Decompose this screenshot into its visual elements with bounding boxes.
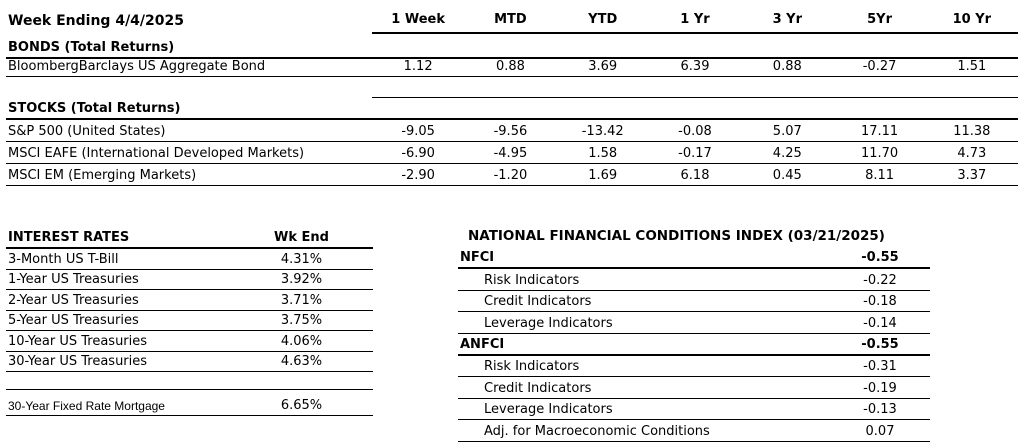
row-value: -0.19 — [863, 380, 897, 396]
row-value: 4.63% — [280, 354, 323, 369]
bonds-section-header — [6, 34, 1018, 59]
bonds-section-label: BONDS (Total Returns) — [8, 40, 175, 55]
spacer-cell — [6, 96, 372, 98]
row-label: 30-Year US Treasuries — [8, 354, 148, 369]
stocks-section-header — [6, 98, 1018, 120]
row-label: 10-Year US Treasuries — [8, 333, 148, 349]
row-value: -0.22 — [863, 272, 897, 288]
returns-header-row — [6, 5, 1018, 34]
row-label: 30-Year Fixed Rate Mortgage — [8, 399, 165, 413]
column-header-ytd: YTD — [557, 12, 649, 34]
table-row-anfci-credit — [458, 377, 930, 399]
row-value: 4.06% — [280, 333, 323, 349]
table-row-anfci-risk — [458, 356, 930, 378]
value-5yr: -0.27 — [862, 59, 897, 74]
row-value: 3.75% — [280, 313, 323, 328]
row-value: 4.31% — [280, 251, 323, 267]
report-title: Week Ending 4/4/2025 — [8, 13, 185, 29]
value-ytd: 1.69 — [588, 168, 618, 183]
table-row-bloomberg-agg — [6, 59, 1018, 77]
table-row-nfci-leverage — [458, 312, 930, 334]
column-header-3yr: 3 Yr — [741, 12, 833, 34]
value-1week: -2.90 — [401, 168, 435, 183]
value-1yr: -0.17 — [678, 146, 712, 161]
table-row-nfci-risk — [458, 269, 930, 291]
row-label: MSCI EAFE (International Developed Markets) — [8, 146, 305, 161]
row-label: Adj. for Macroeconomic Conditions — [484, 423, 710, 439]
spacer-rule — [372, 77, 1018, 98]
table-row-1yr-treasury — [6, 270, 373, 291]
table-row-anfci — [458, 334, 930, 356]
value-10yr: 3.37 — [957, 168, 987, 183]
value-ytd: 1.58 — [588, 146, 618, 161]
row-label: Credit Indicators — [484, 380, 592, 396]
row-value: -0.55 — [861, 250, 899, 265]
row-label: MSCI EM (Emerging Markets) — [8, 168, 197, 183]
row-label: Risk Indicators — [484, 359, 580, 374]
row-value: 6.65% — [280, 398, 323, 413]
row-label: Leverage Indicators — [484, 402, 613, 417]
row-label: S&P 500 (United States) — [8, 124, 166, 139]
row-label: BloombergBarclays US Aggregate Bond — [8, 59, 266, 74]
row-label: Credit Indicators — [484, 294, 592, 309]
row-label: 3-Month US T-Bill — [8, 251, 119, 267]
value-mtd: 0.88 — [495, 59, 525, 74]
row-value: -0.55 — [861, 336, 899, 352]
row-label: NFCI — [460, 250, 495, 265]
value-1week: 1.12 — [403, 59, 433, 74]
spacer-cell — [6, 387, 230, 389]
value-ytd: 3.69 — [588, 59, 618, 74]
row-value: -0.14 — [863, 315, 897, 331]
row-label: 1-Year US Treasuries — [8, 272, 139, 287]
value-3yr: 4.25 — [772, 146, 802, 161]
row-value: -0.18 — [863, 294, 897, 309]
value-3yr: 0.88 — [772, 59, 802, 74]
row-value: -0.31 — [863, 359, 897, 374]
value-3yr: 0.45 — [772, 168, 802, 183]
value-mtd: -4.95 — [493, 146, 528, 161]
value-1week: -6.90 — [401, 146, 435, 161]
table-row-2yr-treasury — [6, 290, 373, 311]
table-row-anfci-macro-adj — [458, 420, 930, 442]
value-10yr: 4.73 — [957, 146, 987, 161]
value-1yr: 6.39 — [680, 59, 710, 74]
table-row-msci-eafe — [6, 142, 1018, 164]
table-row-30yr-treasury — [6, 352, 373, 373]
row-value: 0.07 — [865, 423, 895, 439]
table-row-3mo-tbill — [6, 249, 373, 270]
nfci-title: NATIONAL FINANCIAL CONDITIONS INDEX (03/21/2025) — [468, 228, 885, 244]
column-header-10yr: 10 Yr — [926, 12, 1018, 34]
table-row-nfci — [458, 247, 930, 269]
row-label: 5-Year US Treasuries — [8, 313, 139, 328]
value-5yr: 11.70 — [860, 146, 899, 161]
row-label: ANFCI — [460, 336, 505, 352]
wk-end-column-header: Wk End — [274, 230, 329, 245]
value-5yr: 17.11 — [860, 124, 899, 139]
row-label: 2-Year US Treasuries — [8, 292, 139, 308]
table-row-anfci-leverage — [458, 399, 930, 421]
interest-rates-header-row — [6, 228, 373, 249]
row-value: 3.92% — [280, 272, 323, 287]
stocks-section-label: STOCKS (Total Returns) — [8, 101, 181, 116]
row-value: 3.71% — [280, 292, 323, 308]
row-label: Risk Indicators — [484, 272, 580, 288]
interest-rates-table — [6, 228, 373, 416]
table-row-msci-em — [6, 164, 1018, 186]
section-spacer — [6, 77, 1018, 98]
value-mtd: -9.56 — [493, 124, 528, 139]
table-row-nfci-credit — [458, 291, 930, 313]
table-row-10yr-treasury — [6, 331, 373, 352]
column-header-1yr: 1 Yr — [649, 12, 741, 34]
column-header-mtd: MTD — [464, 12, 556, 34]
interest-rates-title: INTEREST RATES — [8, 230, 130, 245]
table-row-5yr-treasury — [6, 311, 373, 332]
rates-spacer-row — [6, 372, 373, 390]
value-3yr: 5.07 — [772, 124, 802, 139]
value-5yr: 8.11 — [865, 168, 895, 183]
row-label: Leverage Indicators — [484, 315, 613, 331]
column-header-5yr: 5Yr — [833, 12, 925, 34]
market-returns-table — [6, 5, 1018, 186]
row-value: -0.13 — [863, 402, 897, 417]
value-ytd: -13.42 — [581, 124, 624, 139]
column-header-1week: 1 Week — [372, 12, 464, 34]
value-mtd: -1.20 — [493, 168, 528, 183]
value-10yr: 1.51 — [957, 59, 987, 74]
value-1yr: 6.18 — [680, 168, 710, 183]
value-1week: -9.05 — [401, 124, 435, 139]
spacer-cell — [230, 387, 373, 389]
value-10yr: 11.38 — [953, 124, 991, 139]
table-row-sp500 — [6, 120, 1018, 142]
value-1yr: -0.08 — [678, 124, 712, 139]
nfci-table — [458, 228, 930, 442]
table-row-30yr-mortgage — [6, 390, 373, 416]
